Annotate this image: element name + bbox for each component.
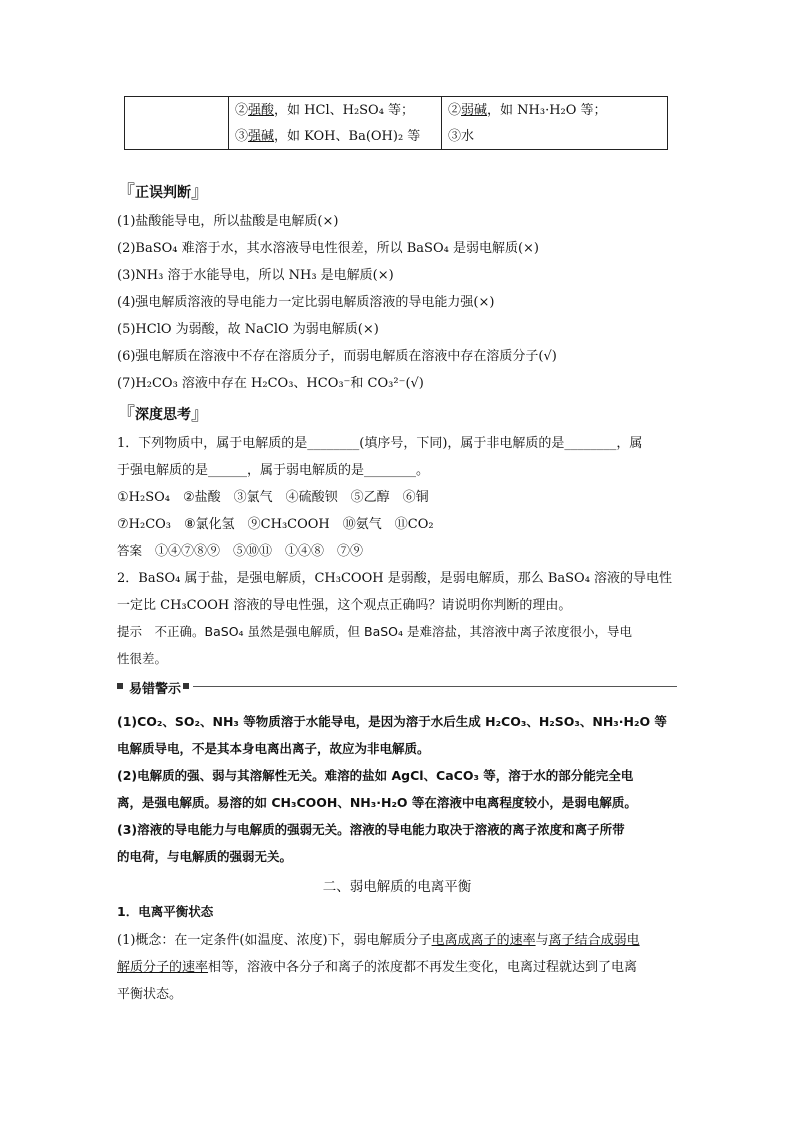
water-line: ③水 xyxy=(448,129,475,144)
concept-line: (1)概念：在一定条件(如温度、浓度)下，弱电解质分子电离成离子的速率与离子结合成弱电 xyxy=(117,933,640,948)
subsection-title: 1．电离平衡状态 xyxy=(117,904,214,919)
strong-acid-line: ②强酸，如 HCl、H₂SO₄ 等； xyxy=(235,103,415,118)
warning-line: 的电荷，与电解质的强弱无关。 xyxy=(117,849,293,864)
judge-item: (5)HClO 为弱酸，故 NaClO 为弱电解质(×) xyxy=(117,322,379,337)
table-cell-weak xyxy=(442,97,667,149)
question-1-options: ①H₂SO₄ ②盐酸 ③氯气 ④硫酸钡 ⑤乙醇 ⑥铜 xyxy=(117,490,429,505)
divider xyxy=(193,686,677,687)
question-2-line: 2．BaSO₄ 属于盐，是强电解质，CH₃COOH 是弱酸，是弱电解质，那么 BaSO₄ 溶液的导电性 xyxy=(117,571,673,586)
judge-item: (3)NH₃ 溶于水能导电，所以 NH₃ 是电解质(×) xyxy=(117,268,394,283)
judge-item: (6)强电解质在溶液中不存在溶质分子，而弱电解质在溶液中存在溶质分子(√) xyxy=(117,349,557,364)
think-heading: 『深度思考』 xyxy=(117,404,209,425)
answer-label: 答案 xyxy=(117,543,143,558)
hint-label: 提示 xyxy=(117,624,143,639)
answer-line xyxy=(117,540,363,559)
warning-line: 离，是强电解质。易溶的如 CH₃COOH、NH₃·H₂O 等在溶液中电离程度较小，是弱电解质。 xyxy=(117,795,637,810)
warning-title: 易错警示 xyxy=(129,682,182,697)
judge-item: (4)强电解质溶液的导电能力一定比弱电解质溶液的导电能力强(×) xyxy=(117,295,495,310)
question-1-options: ⑦H₂CO₃ ⑧氯化氢 ⑨CH₃COOH ⑩氨气 ⑪CO₂ xyxy=(117,517,434,532)
question-1-line: 于强电解质的是______，属于弱电解质的是________。 xyxy=(117,463,430,478)
judge-heading: 『正误判断』 xyxy=(117,182,209,203)
judge-item: (1)盐酸能导电，所以盐酸是电解质(×) xyxy=(117,214,339,229)
judge-item: (7)H₂CO₃ 溶液中存在 H₂CO₃、HCO₃⁻和 CO₃²⁻(√) xyxy=(117,376,424,391)
warning-line: (2)电解质的强、弱与其溶解性无关。难溶的盐如 AgCl、CaCO₃ 等，溶于水的部分能完全电 xyxy=(117,768,634,783)
hint-line: 性很差。 xyxy=(117,651,168,666)
question-2-line: 一定比 CH₃COOH 溶液的导电性强，这个观点正确吗？请说明你判断的理由。 xyxy=(117,598,572,613)
square-bullet-icon xyxy=(183,683,189,689)
square-bullet-icon xyxy=(117,683,123,689)
warning-line: (1)CO₂、SO₂、NH₃ 等物质溶于水能导电，是因为溶于水后生成 H₂CO₃、H₂SO₃、NH₃·H₂O 等 xyxy=(117,714,667,729)
hint-line xyxy=(117,622,632,640)
weak-base-line: ②弱碱，如 NH₃·H₂O 等； xyxy=(448,103,607,118)
hint-text: 不正确。BaSO₄ 虽然是强电解质，但 BaSO₄ 是难溶盐，其溶液中离子浓度很小，导电 xyxy=(154,624,632,639)
warning-banner xyxy=(117,679,677,697)
answer-text: ①④⑦⑧⑨ ⑤⑩⑪ ①④⑧ ⑦⑨ xyxy=(155,544,364,559)
table-cell-strong xyxy=(229,97,442,149)
concept-line: 平衡状态。 xyxy=(117,987,183,1002)
warning-line: (3)溶液的导电能力与电解质的强弱无关。溶液的导电能力取决于溶液的离子浓度和离子所带 xyxy=(117,822,625,837)
judge-item: (2)BaSO₄ 难溶于水，其水溶液导电性很差，所以 BaSO₄ 是弱电解质(×) xyxy=(117,241,540,256)
strong-base-line: ③强碱，如 KOH、Ba(OH)₂ 等 xyxy=(235,129,421,144)
section-title: 二、弱电解质的电离平衡 xyxy=(322,879,472,895)
concept-line: 解质分子的速率相等，溶液中各分子和离子的浓度都不再发生变化，电离过程就达到了电离 xyxy=(117,960,638,975)
electrolyte-table xyxy=(124,96,668,150)
warning-line: 电解质导电，不是其本身电离出离子，故应为非电解质。 xyxy=(117,741,430,756)
table-cell-empty xyxy=(125,97,229,149)
question-1-line: 1．下列物质中，属于电解质的是________(填序号，下同)，属于非电解质的是________，属 xyxy=(117,436,643,451)
